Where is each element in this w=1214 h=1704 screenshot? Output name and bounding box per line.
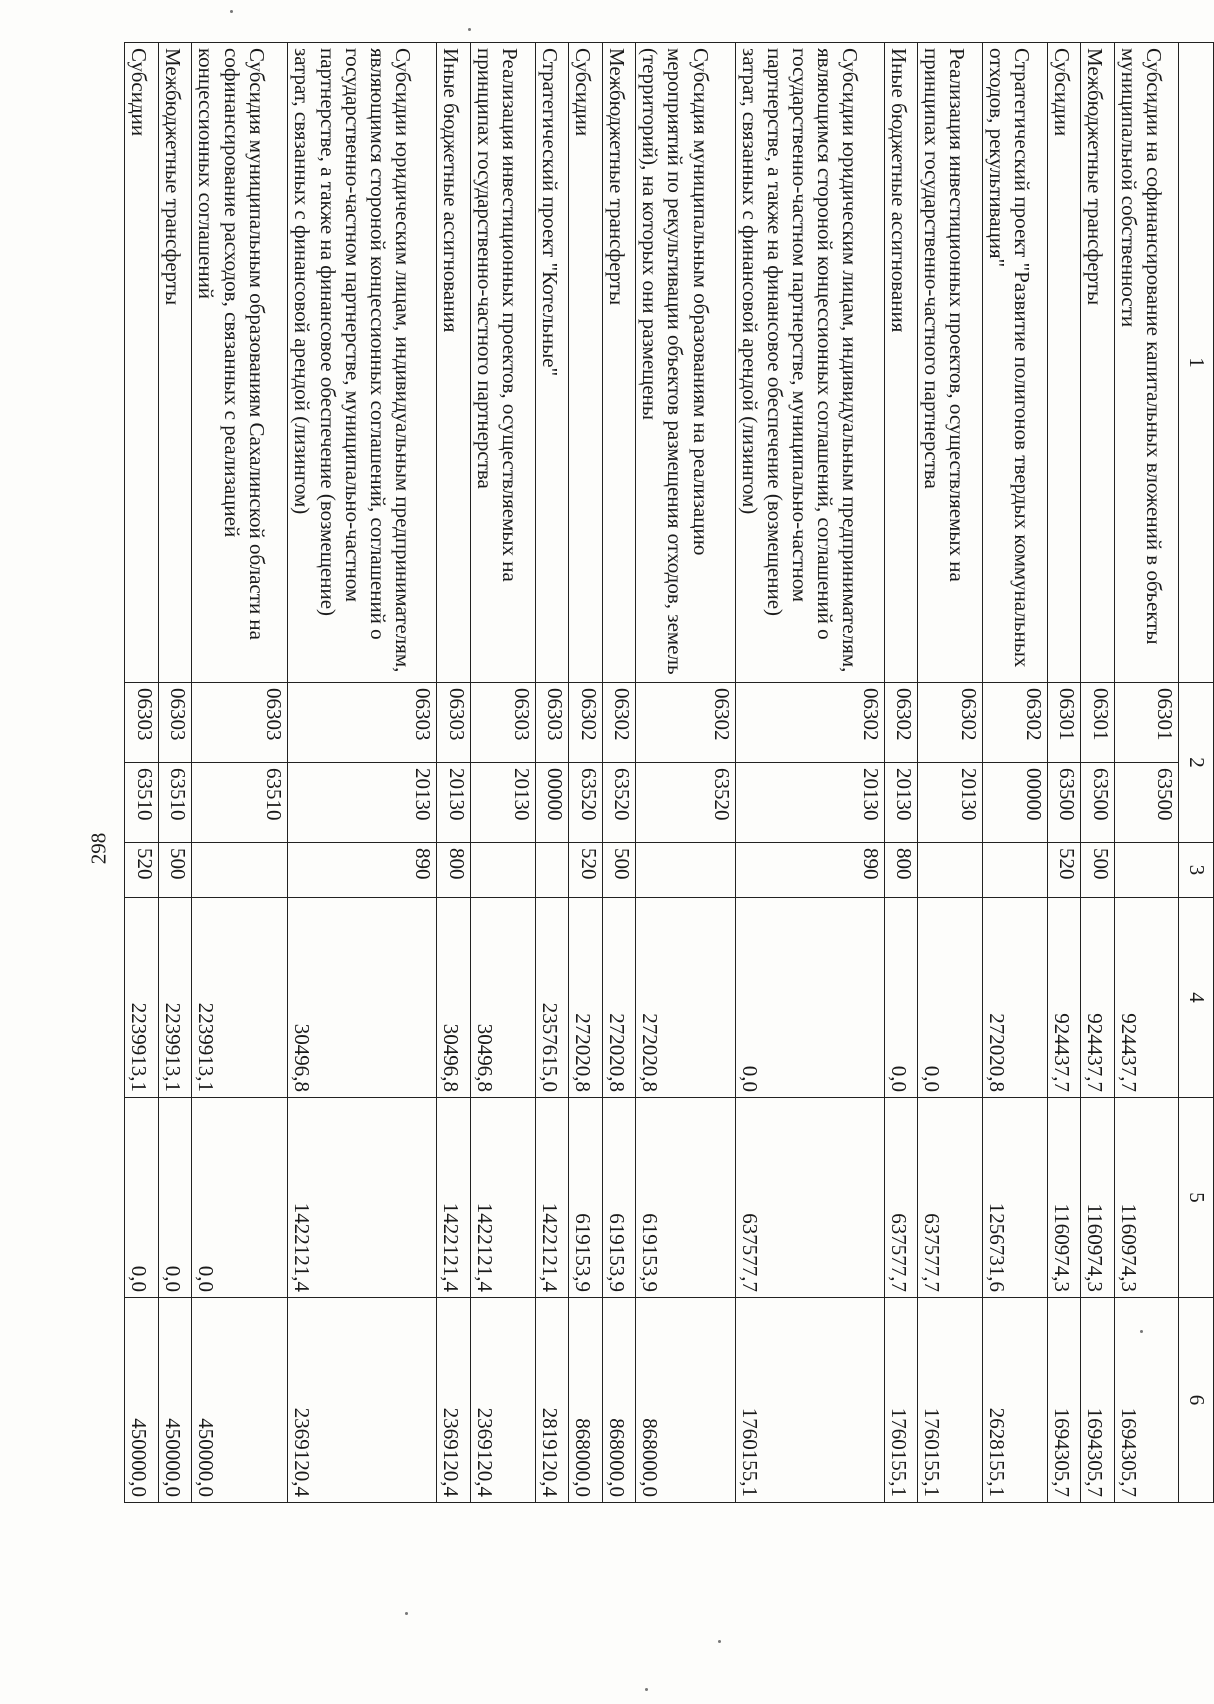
- table-row: [918, 43, 983, 1503]
- row-code-b: 63510: [158, 763, 192, 843]
- row-name: Реализация инвестиционных проектов, осуществляемых на принципах государственно-частного партнерства: [470, 43, 535, 683]
- row-code-a: 06302: [884, 683, 918, 763]
- row-code-a: 06303: [535, 683, 569, 763]
- row-code-b: 20130: [288, 763, 437, 843]
- row-value-5: 1422121,4: [470, 1098, 535, 1298]
- header-cell-6: 6: [1179, 1298, 1214, 1503]
- row-value-6: 450000,0: [192, 1298, 288, 1503]
- row-value-6: 868000,0: [602, 1298, 636, 1503]
- row-value-5: 0,0: [192, 1098, 288, 1298]
- row-code-a: 06301: [1114, 683, 1179, 763]
- row-name: Субсидии на софинансирование капитальных вложений в объекты муниципальной собственности: [1114, 43, 1179, 683]
- row-value-4: 924437,7: [1047, 898, 1081, 1098]
- row-value-6: 2369120,4: [437, 1298, 471, 1503]
- table-row: [884, 43, 918, 1503]
- row-name: Межбюджетные трансферты: [1081, 43, 1115, 683]
- row-value-6: 450000,0: [125, 1298, 159, 1503]
- row-value-6: 1694305,7: [1047, 1298, 1081, 1503]
- row-value-6: 450000,0: [158, 1298, 192, 1503]
- row-value-5: 637577,7: [735, 1098, 884, 1298]
- row-name: Субсидии юридическим лицам, индивидуальным предпринимателям, являющимся стороной концессионных соглашений, соглашений о государственно-частном партнерстве, муниципально-частном партнерстве, а также на финансовое обеспечение (возмещение) затрат, связанных с финансовой арендой (лизингом): [735, 43, 884, 683]
- speck: [645, 1688, 648, 1691]
- row-code-c: 890: [288, 843, 437, 898]
- row-code-b: 63520: [636, 763, 735, 843]
- header-row: [1179, 43, 1214, 1503]
- row-value-6: 1694305,7: [1114, 1298, 1179, 1503]
- row-code-b: 63500: [1081, 763, 1115, 843]
- row-code-b: 20130: [918, 763, 983, 843]
- rotated-table-container: [124, 42, 1214, 1502]
- table-row: [569, 43, 603, 1503]
- table-row: [982, 43, 1047, 1503]
- row-code-c: [1114, 843, 1179, 898]
- table-row: [192, 43, 288, 1503]
- row-code-c: [192, 843, 288, 898]
- page-number: 298: [86, 832, 111, 865]
- row-value-6: 1760155,1: [735, 1298, 884, 1503]
- row-value-4: 2239913,1: [192, 898, 288, 1098]
- speck: [468, 28, 471, 31]
- row-code-c: 500: [602, 843, 636, 898]
- speck: [718, 1640, 721, 1643]
- table-row: [1047, 43, 1081, 1503]
- row-value-5: 1422121,4: [437, 1098, 471, 1298]
- row-code-c: [918, 843, 983, 898]
- row-code-c: 890: [735, 843, 884, 898]
- row-name: Стратегический проект "Развитие полигонов твердых коммунальных отходов, рекультивация": [982, 43, 1047, 683]
- row-code-c: [982, 843, 1047, 898]
- row-value-6: 2369120,4: [288, 1298, 437, 1503]
- table-row: [470, 43, 535, 1503]
- row-value-6: 868000,0: [569, 1298, 603, 1503]
- row-code-b: 20130: [470, 763, 535, 843]
- row-name: Иные бюджетные ассигнования: [437, 43, 471, 683]
- row-code-b: 20130: [735, 763, 884, 843]
- row-value-5: 1160974,3: [1081, 1098, 1115, 1298]
- row-name: Субсидии: [125, 43, 159, 683]
- row-code-a: 06302: [569, 683, 603, 763]
- row-value-4: 272020,8: [569, 898, 603, 1098]
- table-row: [437, 43, 471, 1503]
- row-value-4: 30496,8: [470, 898, 535, 1098]
- row-code-a: 06302: [735, 683, 884, 763]
- table-row: [158, 43, 192, 1503]
- row-value-6: 2369120,4: [470, 1298, 535, 1503]
- row-code-a: 06301: [1081, 683, 1115, 763]
- header-cell-5: 5: [1179, 1098, 1214, 1298]
- row-value-4: 30496,8: [288, 898, 437, 1098]
- row-value-4: 2239913,1: [125, 898, 159, 1098]
- row-code-c: 800: [437, 843, 471, 898]
- budget-table: [124, 42, 1214, 1503]
- row-value-5: 1422121,4: [288, 1098, 437, 1298]
- row-value-4: 272020,8: [602, 898, 636, 1098]
- row-value-6: 2819120,4: [535, 1298, 569, 1503]
- row-name: Субсидии: [1047, 43, 1081, 683]
- table-row: [602, 43, 636, 1503]
- row-value-5: 619153,9: [569, 1098, 603, 1298]
- row-code-a: 06302: [982, 683, 1047, 763]
- row-code-a: 06303: [470, 683, 535, 763]
- table-row: [735, 43, 884, 1503]
- row-code-c: 520: [1047, 843, 1081, 898]
- row-value-4: 0,0: [918, 898, 983, 1098]
- row-name: Стратегический проект "Котельные": [535, 43, 569, 683]
- row-code-c: 520: [569, 843, 603, 898]
- row-value-5: 1160974,3: [1114, 1098, 1179, 1298]
- header-cell-2: 2: [1179, 683, 1214, 843]
- row-value-6: 868000,0: [636, 1298, 735, 1503]
- row-name: Субсидии юридическим лицам, индивидуальным предпринимателям, являющимся стороной концессионных соглашений, соглашений о государственно-частном партнерстве, муниципально-частном партнерстве, а также на финансовое обеспечение (возмещение) затрат, связанных с финансовой арендой (лизингом): [288, 43, 437, 683]
- row-value-5: 619153,9: [602, 1098, 636, 1298]
- row-code-a: 06301: [1047, 683, 1081, 763]
- row-code-b: 00000: [535, 763, 569, 843]
- row-code-a: 06303: [125, 683, 159, 763]
- row-value-4: 924437,7: [1081, 898, 1115, 1098]
- row-value-4: 30496,8: [437, 898, 471, 1098]
- row-value-5: 1256731,6: [982, 1098, 1047, 1298]
- row-code-b: 63510: [192, 763, 288, 843]
- row-code-c: 520: [125, 843, 159, 898]
- row-value-4: 272020,8: [636, 898, 735, 1098]
- row-name: Субсидия муниципальным образованиям Сахалинской области на софинансирование расходов, связанных с реализацией концессионных соглашений: [192, 43, 288, 683]
- row-value-5: 637577,7: [918, 1098, 983, 1298]
- row-value-6: 2628155,1: [982, 1298, 1047, 1503]
- row-code-a: 06302: [636, 683, 735, 763]
- row-name: Реализация инвестиционных проектов, осуществляемых на принципах государственно-частного партнерства: [918, 43, 983, 683]
- row-code-b: 63500: [1114, 763, 1179, 843]
- row-value-4: 2357615,0: [535, 898, 569, 1098]
- row-code-c: 800: [884, 843, 918, 898]
- row-code-a: 06302: [602, 683, 636, 763]
- row-value-5: 0,0: [125, 1098, 159, 1298]
- speck: [230, 10, 233, 13]
- row-code-a: 06302: [918, 683, 983, 763]
- row-value-5: 1160974,3: [1047, 1098, 1081, 1298]
- row-name: Субсидии: [569, 43, 603, 683]
- table-row: [636, 43, 735, 1503]
- row-code-a: 06303: [192, 683, 288, 763]
- row-code-b: 63500: [1047, 763, 1081, 843]
- header-cell-1: 1: [1179, 43, 1214, 683]
- row-code-b: 20130: [884, 763, 918, 843]
- row-name: Субсидия муниципальным образованиям на реализацию мероприятий по рекультивации объектов размещения отходов, земель (территорий), на которых они размещены: [636, 43, 735, 683]
- row-value-4: 924437,7: [1114, 898, 1179, 1098]
- row-name: Иные бюджетные ассигнования: [884, 43, 918, 683]
- row-code-c: [470, 843, 535, 898]
- table-row: [1114, 43, 1179, 1503]
- row-value-5: 637577,7: [884, 1098, 918, 1298]
- row-code-b: 00000: [982, 763, 1047, 843]
- row-code-a: 06303: [288, 683, 437, 763]
- row-code-c: [535, 843, 569, 898]
- table-row: [1081, 43, 1115, 1503]
- row-value-4: 0,0: [735, 898, 884, 1098]
- table-row: [288, 43, 437, 1503]
- row-value-5: 0,0: [158, 1098, 192, 1298]
- speck: [405, 1612, 408, 1615]
- row-value-5: 1422121,4: [535, 1098, 569, 1298]
- row-value-6: 1760155,1: [884, 1298, 918, 1503]
- row-value-5: 619153,9: [636, 1098, 735, 1298]
- row-value-4: 272020,8: [982, 898, 1047, 1098]
- row-code-b: 63520: [569, 763, 603, 843]
- table-row: [125, 43, 159, 1503]
- row-name: Межбюджетные трансферты: [158, 43, 192, 683]
- row-value-6: 1694305,7: [1081, 1298, 1115, 1503]
- header-cell-4: 4: [1179, 898, 1214, 1098]
- row-value-4: 2239913,1: [158, 898, 192, 1098]
- row-code-a: 06303: [437, 683, 471, 763]
- row-code-c: 500: [158, 843, 192, 898]
- row-code-b: 20130: [437, 763, 471, 843]
- row-code-c: [636, 843, 735, 898]
- table-row: [535, 43, 569, 1503]
- row-code-c: 500: [1081, 843, 1115, 898]
- row-code-b: 63510: [125, 763, 159, 843]
- row-name: Межбюджетные трансферты: [602, 43, 636, 683]
- row-code-b: 63520: [602, 763, 636, 843]
- row-value-4: 0,0: [884, 898, 918, 1098]
- row-code-a: 06303: [158, 683, 192, 763]
- row-value-6: 1760155,1: [918, 1298, 983, 1503]
- header-cell-3: 3: [1179, 843, 1214, 898]
